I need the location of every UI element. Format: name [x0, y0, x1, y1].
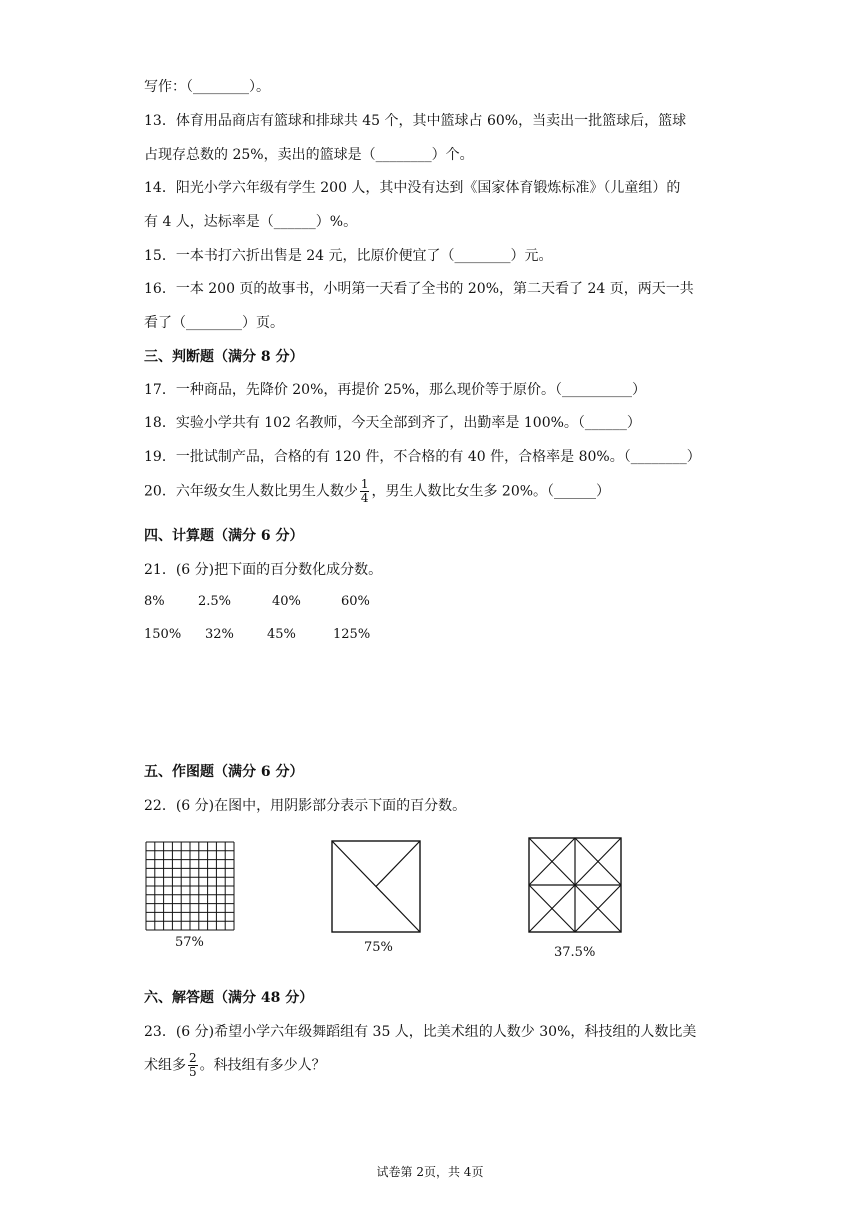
percent-item: 125%	[333, 627, 371, 642]
diagonal-pattern-figure	[528, 837, 622, 933]
section-6-heading: 六、解答题（满分 48 分）	[144, 990, 314, 1006]
percent-item: 2.5%	[198, 594, 232, 609]
grid-percent-label: 57%	[175, 935, 204, 950]
square-diagonal-figure	[331, 840, 421, 933]
question-20	[144, 478, 610, 505]
question-15: 15．一本书打六折出售是 24 元，比原价便宜了（________）元。	[144, 248, 553, 264]
square-percent-label: 75%	[364, 940, 393, 955]
percent-item: 32%	[205, 627, 234, 642]
writing-line: 写作：（________）。	[144, 79, 270, 95]
question-23-line1: 23．(6 分)希望小学六年级舞蹈组有 35 人，比美术组的人数少 30%，科技组的人数比美	[144, 1024, 697, 1040]
question-16-line2: 看了（________）页。	[144, 315, 284, 331]
question-13-line1: 13．体育用品商店有篮球和排球共 45 个，其中篮球占 60%，当卖出一批篮球后，篮球	[144, 113, 687, 129]
page-footer: 试卷第 2页，共 4页	[376, 1165, 484, 1179]
percent-item: 150%	[144, 627, 182, 642]
percent-item: 40%	[272, 594, 301, 609]
question-23-text-before: 术组多	[144, 1057, 186, 1074]
fraction-one-quarter	[360, 478, 370, 505]
question-18: 18．实验小学共有 102 名教师，今天全部到齐了，出勤率是 100%。（______）	[144, 415, 641, 431]
section-3-heading: 三、判断题（满分 8 分）	[144, 349, 304, 365]
fraction-two-fifths	[188, 1052, 198, 1079]
question-20-text-after: ，男生人数比女生多 20%。（______）	[371, 483, 611, 500]
section-5-heading: 五、作图题（满分 6 分）	[144, 764, 304, 780]
section-4-heading: 四、计算题（满分 6 分）	[144, 528, 304, 544]
fraction-numerator: 1	[360, 477, 369, 491]
fraction-denominator: 5	[189, 1065, 197, 1079]
question-22: 22．(6 分)在图中，用阴影部分表示下面的百分数。	[144, 798, 467, 814]
percent-item: 60%	[341, 594, 370, 609]
question-17: 17．一种商品，先降价 20%，再提价 25%，那么现价等于原价。（__________）	[144, 382, 646, 398]
pattern-percent-label: 37.5%	[554, 945, 596, 960]
question-23-text-after: 。科技组有多少人？	[199, 1057, 326, 1074]
fraction-denominator: 4	[360, 491, 369, 505]
question-20-text-before: 20．六年级女生人数比男生人数少	[144, 483, 358, 500]
fraction-numerator: 2	[189, 1051, 197, 1065]
question-23-line2	[144, 1052, 326, 1079]
question-14-line2: 有 4 人，达标率是（______）%。	[144, 214, 358, 230]
question-14-line1: 14．阳光小学六年级有学生 200 人，其中没有达到《国家体育锻炼标准》（儿童组）的	[144, 180, 681, 196]
question-21: 21．(6 分)把下面的百分数化成分数。	[144, 562, 383, 578]
percent-item: 45%	[267, 627, 296, 642]
question-16-line1: 16．一本 200 页的故事书，小明第一天看了全书的 20%，第二天看了 24 页，两天一共	[144, 281, 694, 297]
grid-10x10-figure	[145, 841, 235, 931]
percent-item: 8%	[144, 594, 165, 609]
question-13-line2: 占现存总数的 25%，卖出的篮球是（________）个。	[144, 147, 474, 163]
question-19: 19．一批试制产品，合格的有 120 件，不合格的有 40 件，合格率是 80%。（________）	[144, 449, 701, 465]
